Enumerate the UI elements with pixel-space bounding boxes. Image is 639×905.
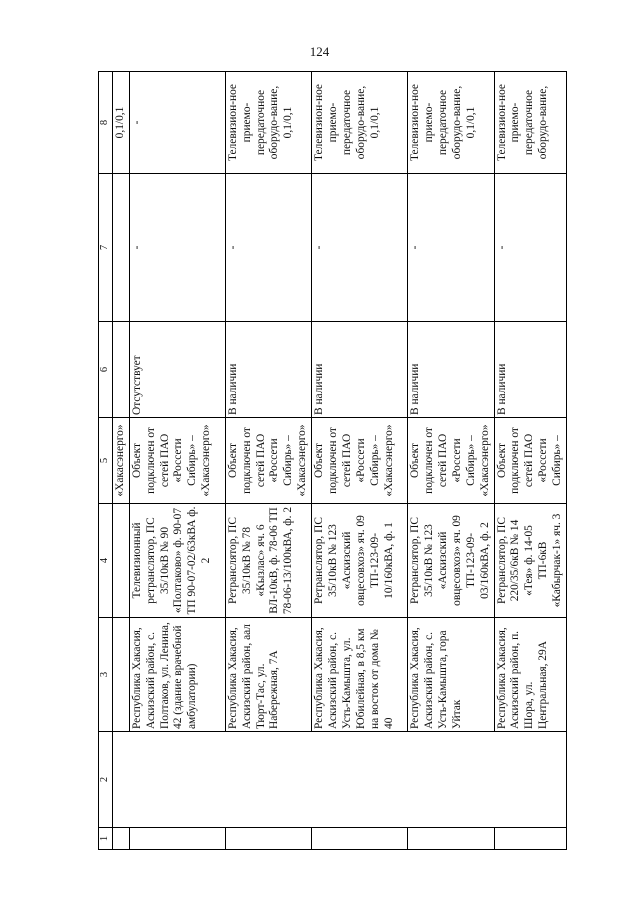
column-number-row xyxy=(99,72,113,850)
table-cell-dash: - xyxy=(408,174,494,322)
table-cell-connection: Объект подключен от сетей ПАО «Россети Сибирь» – «Хакасэнерго» xyxy=(225,418,311,504)
table-cell-capacity: 0,1/0,1 xyxy=(112,72,129,174)
table-cell-empty xyxy=(312,828,408,850)
table-cell-dash: - xyxy=(494,174,567,322)
table-cell-object: Ретранслятор, ПС 220/35/6кВ № 14 «Тея» ф. 14-05 ТП-6кВ «Кабырчак-1» яч. 3 xyxy=(494,504,567,618)
registry-table xyxy=(98,71,567,850)
table-cell-empty xyxy=(112,618,129,732)
table-cell-address: Республика Хакасия, Аскизский район, с. Полтаков, ул. Ленина, 42 (здание врачебной амбулатории) xyxy=(129,618,225,732)
column-number: 3 xyxy=(99,618,113,732)
column-number: 1 xyxy=(99,828,113,850)
table-cell-address: Республика Хакасия, Аскизский район, аал Тюрт-Тас, ул. Набережная, 7А xyxy=(225,618,311,732)
page-number: 124 xyxy=(309,44,330,59)
table-cell-connection: Объект подключен от сетей ПАО «Россети Сибирь» – xyxy=(494,418,567,504)
column-number: 7 xyxy=(99,174,113,322)
table-cell-object: Ретранслятор, ПС 35/10кВ № 123 «Аскизский овцесовхоз» яч. 09 ТП-123-09-03/160кВА, ф. 2 xyxy=(408,504,494,618)
table-cell-empty xyxy=(112,828,129,850)
table-cell-empty xyxy=(225,828,311,850)
table-cell-object: Ретранслятор, ПС 35/10кВ № 123 «Аскизский овцесовхоз» яч. 09 ТП-123-09-10/160кВА, ф. 1 xyxy=(312,504,408,618)
table-cell-address: Республика Хакасия, Аскизский район, п. Шора, ул. Центральная, 29А xyxy=(494,618,567,732)
table-cell-status: В наличии xyxy=(494,322,567,418)
table-cell-equipment: Телевизион-ное приемо-передаточное оборудо-вание, 0,1/0,1 xyxy=(312,72,408,174)
continuation-row xyxy=(112,72,129,850)
table-cell-equipment: Телевизион-ное приемо-передаточное оборудо-вание, xyxy=(494,72,567,174)
rotated-table-container xyxy=(98,72,564,850)
table-cell-empty xyxy=(408,828,494,850)
table-cell-dash: - xyxy=(129,174,225,322)
table-cell-connection: Объект подключен от сетей ПАО «Россети Сибирь» – «Хакасэнерго» xyxy=(129,418,225,504)
table-cell-object: Телевизионный ретранслятор, ПС 35/10кВ № 90 «Полтаково» ф. 90-07 ТП 90-07-02/63кВА ф. 2 xyxy=(129,504,225,618)
table-cell-status: Отсутствует xyxy=(129,322,225,418)
column-number: 6 xyxy=(99,322,113,418)
table-cell-status: В наличии xyxy=(312,322,408,418)
rotated-table-frame xyxy=(98,72,564,850)
table-cell-connection: Объект подключен от сетей ПАО «Россети Сибирь» – «Хакасэнерго» xyxy=(312,418,408,504)
table-cell-empty xyxy=(112,174,129,322)
table-cell-empty xyxy=(112,322,129,418)
table-cell-empty xyxy=(112,732,566,828)
table-cell-status: В наличии xyxy=(225,322,311,418)
table-cell-connection: Объект подключен от сетей ПАО «Россети Сибирь» – «Хакасэнерго» xyxy=(408,418,494,504)
table-cell-status: В наличии xyxy=(408,322,494,418)
table-cell-equipment: - xyxy=(129,72,225,174)
table-cell-dash: - xyxy=(312,174,408,322)
table-cell-connection: «Хакасэнерго» xyxy=(112,418,129,504)
table-cell-address: Республика Хакасия, Аскизский район, с. Усть-Камышта, гора Уйтак xyxy=(408,618,494,732)
table-cell-dash: - xyxy=(225,174,311,322)
column-number: 5 xyxy=(99,418,113,504)
table-cell-empty xyxy=(494,828,567,850)
table-cell-empty xyxy=(112,504,129,618)
table-cell-object: Ретранслятор, ПС 35/10кВ № 78 «Кызлас» яч. 6 ВЛ-10кВ, ф. 78-06 ТП 78-06-13/100кВА, ф. 2 xyxy=(225,504,311,618)
column-number: 4 xyxy=(99,504,113,618)
table-cell-equipment: Телевизион-ное приемо-передаточное оборудо-вание, 0,1/0,1 xyxy=(408,72,494,174)
column-number: 2 xyxy=(99,732,113,828)
table-cell-equipment: Телевизион-ное приемо-передаточное оборудо-вание, 0,1/0,1 xyxy=(225,72,311,174)
table-cell-empty xyxy=(129,828,225,850)
table-cell-address: Республика Хакасия, Аскизский район, с. Усть-Камышта, ул. Юбилейная, в 8,5 км на восток от дома № 40 xyxy=(312,618,408,732)
column-number: 8 xyxy=(99,72,113,174)
